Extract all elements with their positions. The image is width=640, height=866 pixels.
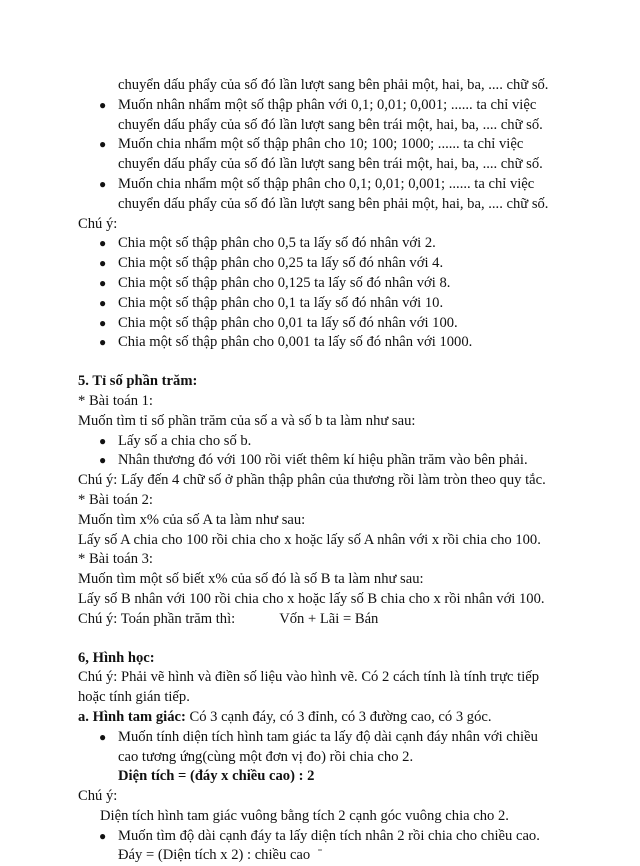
list-item-text: Chia một số thập phân cho 0,001 ta lấy số đó nhân với 1000.: [118, 334, 473, 351]
list-item: [78, 96, 580, 136]
list-item-text: Lấy số a chia cho số b.: [118, 432, 252, 449]
decimal-rules-list: [78, 96, 580, 215]
text-line: cao tương ứng(cùng một đơn vị đo) rồi chia cho 2.: [118, 748, 414, 765]
problem-label: * Bài toán 1:: [78, 392, 153, 409]
list-item: [78, 135, 580, 175]
list-item-text: Muốn tìm độ dài cạnh đáy ta lấy diện tích nhân 2 rồi chia cho chiều cao.: [118, 827, 540, 844]
profit-formula: Vốn + Lãi = Bán: [279, 610, 379, 627]
notes-list: [78, 234, 580, 353]
bullet-icon: ●: [99, 453, 107, 468]
text-line: Chú ý: Phải vẽ hình và điền số liệu vào hình vẽ. Có 2 cách tính là tính trực tiếp: [78, 669, 540, 686]
list-item: [78, 175, 580, 215]
list-item: [78, 827, 580, 847]
text-line: chuyển dấu phẩy của số đó lần lượt sang bên trái một, hai, ba, .... chữ số.: [118, 116, 543, 133]
text-line: Muốn tìm một số biết x% của số đó là số B ta làm như sau:: [78, 571, 424, 588]
text-line: Lấy số A chia cho 100 rồi chia cho x hoặc lấy số A nhân với x rồi chia cho 100.: [78, 531, 541, 548]
list-item: [78, 333, 580, 353]
triangle-label: a. Hình tam giác:: [78, 708, 186, 725]
list-item: [78, 314, 580, 334]
text-line: Muốn chia nhẩm một số thập phân cho 10; 100; 1000; ...... ta chỉ việc: [118, 136, 524, 153]
text-line: Muốn tính diện tích hình tam giác ta lấy độ dài cạnh đáy nhân với chiều: [118, 728, 538, 745]
list-item-text: Chia một số thập phân cho 0,125 ta lấy số đó nhân với 8.: [118, 274, 451, 291]
list-item-text: Chia một số thập phân cho 0,5 ta lấy số đó nhân với 2.: [118, 235, 436, 252]
text-line: Muốn tìm x% của số A ta làm như sau:: [78, 511, 306, 528]
note-prefix: Chú ý: Toán phần trăm thì:: [78, 610, 236, 627]
list-item: [78, 294, 580, 314]
bullet-icon: ●: [99, 137, 107, 152]
list-item: [78, 254, 580, 274]
area-formula: Diện tích = (đáy x chiều cao) : 2: [118, 768, 315, 785]
bullet-icon: ●: [99, 256, 107, 271]
bullet-icon: ●: [99, 729, 107, 744]
text-line: Muốn chia nhẩm một số thập phân cho 0,1; 0,01; 0,001; ...... ta chỉ việc: [118, 175, 535, 192]
text-line: Diện tích hình tam giác vuông bằng tích 2 cạnh góc vuông chia cho 2.: [100, 807, 509, 824]
bullet-icon: ●: [99, 828, 107, 843]
bullet-icon: ●: [99, 97, 107, 112]
bullet-icon: ●: [99, 433, 107, 448]
section-heading-percent: 5. Tỉ số phần trăm:: [78, 373, 198, 390]
text-line: hoặc tính gián tiếp.: [78, 689, 190, 706]
note-label: Chú ý:: [78, 788, 118, 805]
bullet-icon: ●: [99, 236, 107, 251]
list-item: [78, 234, 580, 254]
section-heading-geometry: 6, Hình học:: [78, 649, 155, 666]
text-line: chuyển dấu phẩy của số đó lần lượt sang bên phải một, hai, ba, .... chữ số.: [118, 195, 549, 212]
list-item-text: Nhân thương đó với 100 rồi viết thêm kí hiệu phần trăm vào bên phải.: [118, 452, 528, 469]
text-line: [78, 610, 580, 630]
bullet-icon: ●: [99, 275, 107, 290]
text-line: chuyển dấu phẩy của số đó lần lượt sang bên trái một, hai, ba, .... chữ số.: [118, 156, 543, 173]
text-line: [78, 708, 580, 728]
text-line: Muốn nhân nhẩm một số thập phân với 0,1; 0,01; 0,001; ...... ta chỉ việc: [118, 96, 537, 113]
problem-label: * Bài toán 3:: [78, 551, 153, 568]
list-item-text: Chia một số thập phân cho 0,25 ta lấy số đó nhân với 4.: [118, 255, 444, 272]
text-line: chuyển dấu phẩy của số đó lần lượt sang bên phải một, hai, ba, .... chữ số.: [118, 77, 549, 93]
base-formula: Đáy = (Diện tích x 2) : chiều cao: [118, 847, 311, 864]
text-line: Muốn tìm tỉ số phần trăm của số a và số b ta làm như sau:: [78, 412, 416, 429]
list-item: [78, 432, 580, 452]
list-item: [78, 274, 580, 294]
note-label: Chú ý:: [78, 215, 118, 232]
page-mark: [318, 849, 322, 851]
list-item: [78, 451, 580, 471]
text-line: Lấy số B nhân với 100 rồi chia cho x hoặc lấy số B chia cho x rồi nhân với 100.: [78, 590, 545, 607]
list-item-text: Chia một số thập phân cho 0,1 ta lấy số đó nhân với 10.: [118, 294, 444, 311]
bullet-icon: ●: [99, 335, 107, 350]
bullet-icon: ●: [99, 315, 107, 330]
list-item: [78, 728, 580, 768]
triangle-desc: Có 3 cạnh đáy, có 3 đỉnh, có 3 đường cao, có 3 góc.: [185, 708, 492, 725]
problem-label: * Bài toán 2:: [78, 491, 153, 508]
text-line: Chú ý: Lấy đến 4 chữ số ở phần thập phân của thương rồi làm tròn theo quy tắc.: [78, 472, 546, 489]
bullet-icon: ●: [99, 295, 107, 310]
list-item-text: Chia một số thập phân cho 0,01 ta lấy số đó nhân với 100.: [118, 314, 458, 331]
bullet-icon: ●: [99, 176, 107, 191]
